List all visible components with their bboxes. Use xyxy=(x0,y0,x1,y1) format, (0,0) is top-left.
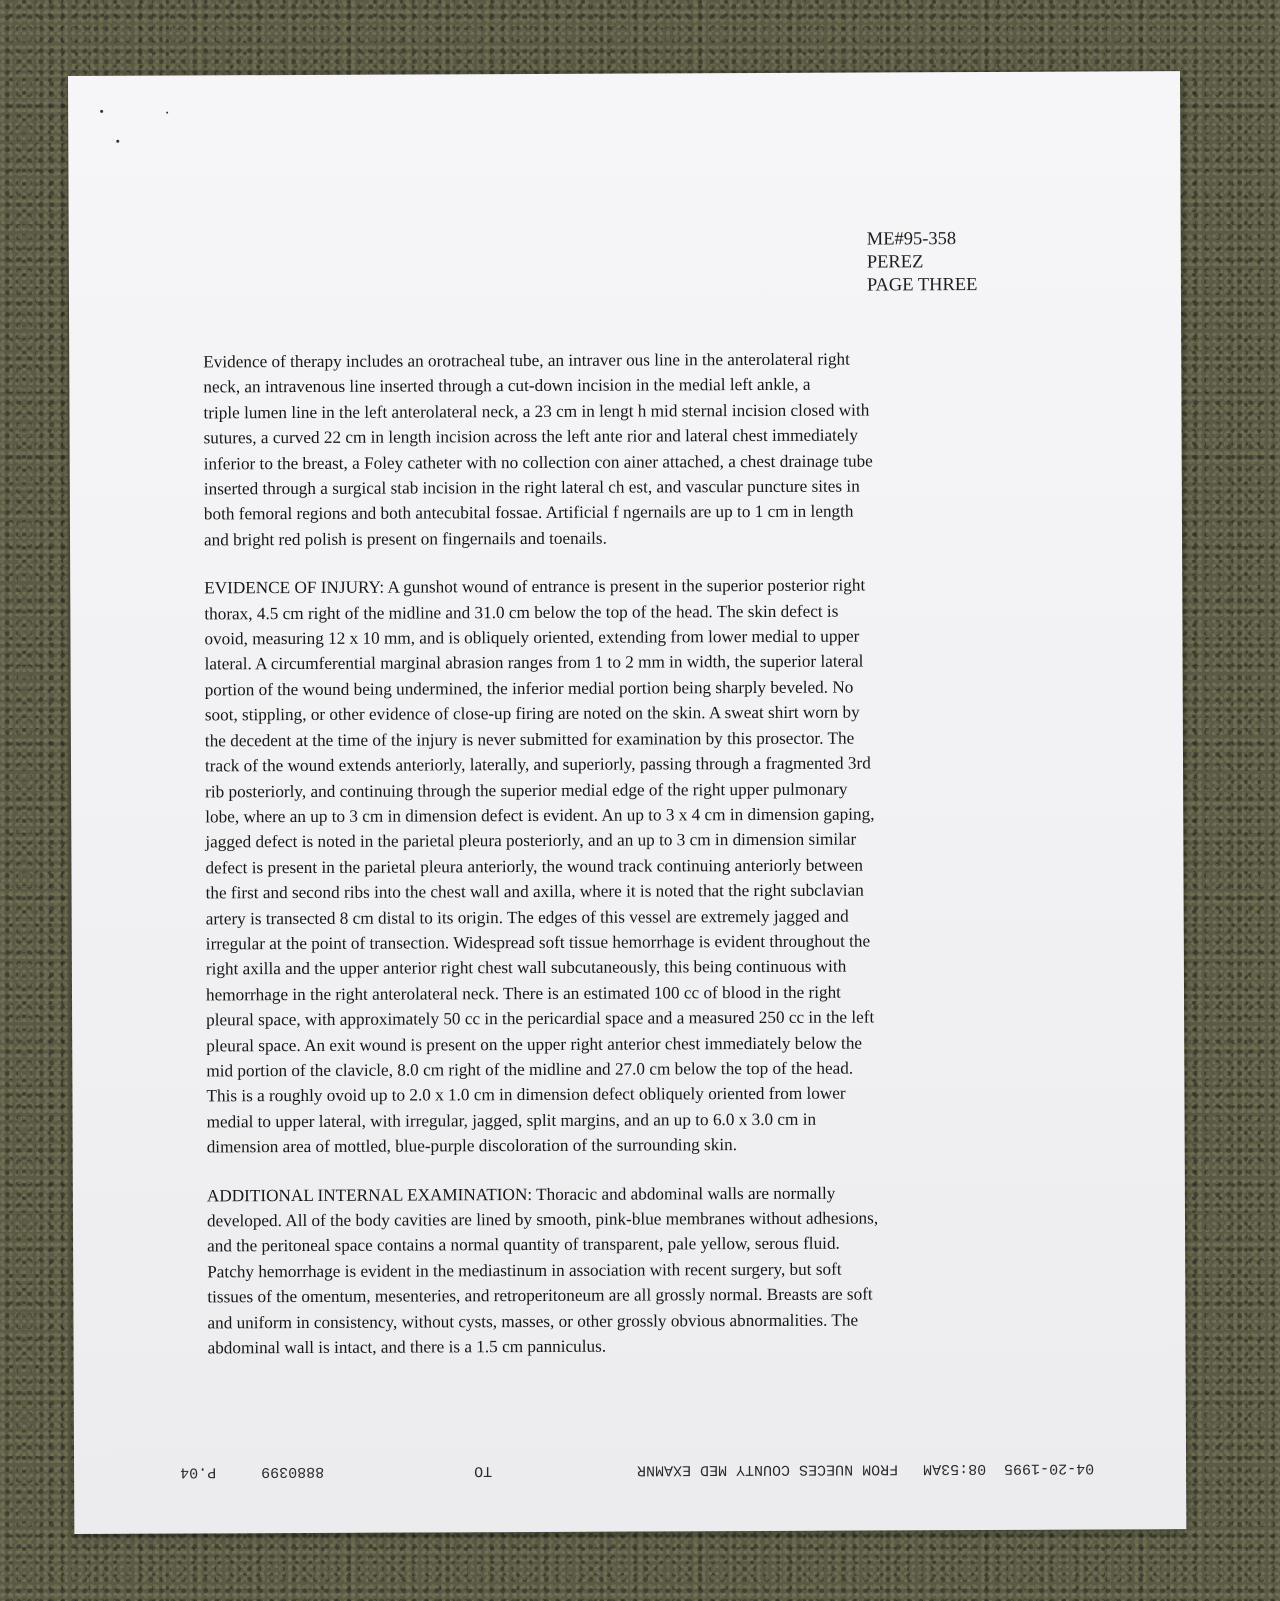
fax-sender: FROM NUECES COUNTY MED EXAMNR xyxy=(637,1460,899,1479)
fax-to: TO xyxy=(474,1462,493,1480)
text-line: irregular at the point of transection. Widespread soft tissue hemorrhage is evident throughout the xyxy=(205,931,871,954)
case-number: ME#95-358 xyxy=(866,229,957,250)
text-line: the first and second ribs into the chest wall and axilla, where it is noted that the right subclavian xyxy=(205,880,864,903)
text-line: the decedent at the time of the injury is never submitted for examination by this prosector. The xyxy=(204,728,855,751)
text-line: jagged defect is noted in the parietal pleura posteriorly, and an up to 3 cm in dimension similar xyxy=(205,829,857,852)
text-line: Patchy hemorrhage is evident in the mediastinum in association with recent surgery, but soft xyxy=(207,1259,842,1282)
text-line: defect is present in the parietal pleura anteriorly, the wound track continuing anteriorly between xyxy=(205,855,863,878)
text-line: Evidence of therapy includes an orotracheal tube, an intraver ous line in the anterolateral right xyxy=(203,349,850,372)
text-line: right axilla and the upper anterior right chest wall subcutaneously, this being continuous with xyxy=(205,956,847,979)
text-line: lateral. A circumferential marginal abrasion ranges from 1 to 2 mm in width, the superior lateral xyxy=(204,652,864,674)
text-line: ADDITIONAL INTERNAL EXAMINATION: Thoracic and abdominal walls are normally xyxy=(206,1183,836,1205)
speck-mark xyxy=(166,112,168,114)
text-line: hemorrhage in the right anterolateral neck. There is an estimated 100 cc of blood in the right xyxy=(205,982,841,1005)
text-line: sutures, a curved 22 cm in length incision across the left ante rior and lateral chest immediately xyxy=(203,425,858,448)
speck-mark xyxy=(116,140,119,143)
text-line: pleural space. An exit wound is present on the upper right anterior chest immediately below the xyxy=(206,1033,863,1055)
text-line: thorax, 4.5 cm right of the midline and 31.0 cm below the top of the head. The skin defect is xyxy=(204,601,839,624)
text-line: medial to upper lateral, with irregular, jagged, split margins, and an up to 6.0 x 3.0 cm in xyxy=(206,1109,817,1132)
text-line: inserted through a surgical stab incision in the right lateral ch est, and vascular puncture sites in xyxy=(203,476,860,499)
document-page xyxy=(68,71,1186,1534)
text-line: triple lumen line in the left anterolateral neck, a 23 cm in lengt h mid sternal incision closed with xyxy=(203,400,870,423)
therapy-paragraph xyxy=(203,346,1054,553)
decedent-name: PEREZ xyxy=(866,252,924,273)
internal-exam-paragraph xyxy=(207,1179,1058,1361)
injury-paragraph xyxy=(204,572,1057,1160)
fax-time: 08:53AM xyxy=(923,1460,987,1478)
fax-date: 04-20-1995 xyxy=(1004,1459,1095,1477)
text-line: tissues of the omentum, mesenteries, and retroperitoneum are all grossly normal. Breasts are soft xyxy=(207,1284,873,1307)
text-line: and uniform in consistency, without cysts, masses, or other grossly obvious abnormalities. The xyxy=(207,1310,859,1333)
text-line: lobe, where an up to 3 cm in dimension defect is evident. An up to 3 x 4 cm in dimension gaping, xyxy=(205,804,875,827)
fax-header-line xyxy=(164,1455,1094,1481)
text-line: and bright red polish is present on fingernails and toenails. xyxy=(203,528,607,550)
text-line: and the peritoneal space contains a normal quantity of transparent, pale yellow, serous fluid. xyxy=(207,1234,840,1256)
speck-mark xyxy=(100,110,103,113)
text-line: inferior to the breast, a Foley catheter with no collection con ainer attached, a chest drainage tube xyxy=(203,451,873,474)
text-line: ovoid, measuring 12 x 10 mm, and is obliquely oriented, extending from lower medial to upper xyxy=(204,626,860,649)
text-line: developed. All of the body cavities are lined by smooth, pink-blue membranes without adhesions, xyxy=(206,1208,879,1231)
case-header xyxy=(867,228,978,297)
fax-number: 8880399 xyxy=(261,1462,325,1481)
text-line: soot, stippling, or other evidence of close-up firing are noted on the skin. A sweat shirt worn by xyxy=(204,702,860,725)
page-label: PAGE THREE xyxy=(866,275,978,296)
text-line: track of the wound extends anteriorly, laterally, and superiorly, passing through a fragmented 3rd xyxy=(204,753,871,776)
text-line: neck, an intravenous line inserted through a cut-down incision in the medial left ankle, a xyxy=(203,375,811,397)
text-line: artery is transected 8 cm distal to its origin. The edges of this vessel are extremely jagged and xyxy=(205,906,849,928)
text-line: dimension area of mottled, blue-purple discoloration of the surrounding skin. xyxy=(206,1135,738,1157)
fax-page: P.04 xyxy=(180,1463,217,1481)
text-line: both femoral regions and both antecubital fossae. Artificial f ngernails are up to 1 cm in length xyxy=(203,502,854,524)
text-line: This is a roughly ovoid up to 2.0 x 1.0 cm in dimension defect obliquely oriented from lower xyxy=(206,1083,846,1106)
text-line: abdominal wall is intact, and there is a 1.5 cm panniculus. xyxy=(207,1336,607,1358)
report-body xyxy=(203,346,1058,1384)
text-line: mid portion of the clavicle, 8.0 cm right of the midline and 27.0 cm below the top of the head. xyxy=(206,1058,854,1081)
text-line: EVIDENCE OF INJURY: A gunshot wound of entrance is present in the superior posterior right xyxy=(204,575,866,598)
text-line: pleural space, with approximately 50 cc in the pericardial space and a measured 250 cc in the left xyxy=(206,1007,875,1030)
text-line: rib posteriorly, and continuing through the superior medial edge of the right upper pulmonary xyxy=(205,779,848,801)
text-line: portion of the wound being undermined, the inferior medial portion being sharply beveled. No xyxy=(204,677,854,700)
